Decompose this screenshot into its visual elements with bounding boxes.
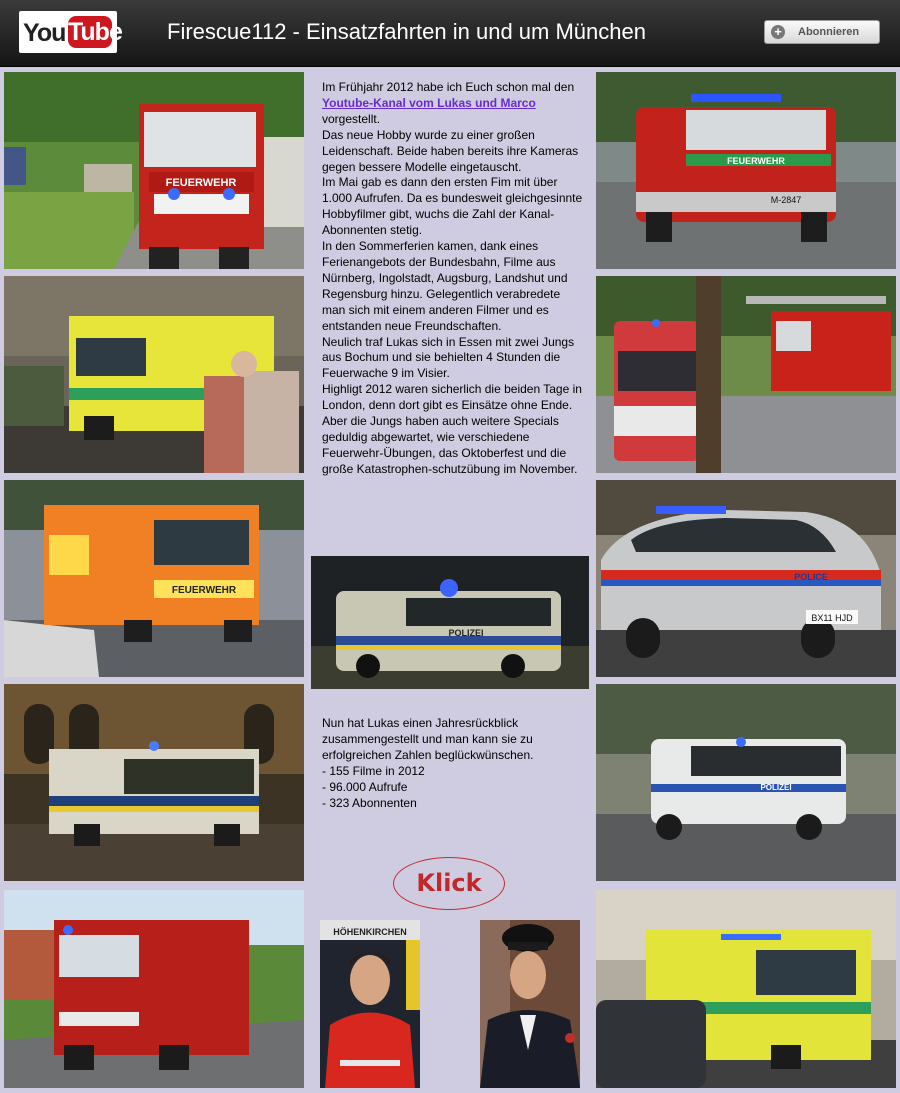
subscribe-button[interactable] <box>764 20 880 44</box>
photo-police-van-night[interactable] <box>4 684 304 881</box>
photo-london-ambulance-2[interactable] <box>596 890 896 1088</box>
photo-vw-van-and-ladder[interactable] <box>596 276 896 473</box>
intro-paragraph <box>322 80 584 128</box>
photo-police-van-white[interactable] <box>596 684 896 881</box>
photo-plate-police: BX11 HJD <box>811 613 853 623</box>
logo-tube: Tube <box>68 18 122 46</box>
photo-label-fw3: FEUERWEHR <box>727 156 785 166</box>
intro-text <box>322 80 584 478</box>
photo-vw-fire-van[interactable] <box>596 72 896 269</box>
intro-p2: Das neue Hobby wurde zu einer großen Leidenschaft. Beide haben bereits ihre Kameras gegen bessere Modelle eingetauscht. <box>322 127 579 174</box>
photo-label-fw2: FEUERWEHR <box>171 585 237 596</box>
photo-label-polizei1: POLIZEI <box>448 628 484 638</box>
photo-label-police: POLICE <box>794 572 828 582</box>
stat-videos: - 155 Filme in 2012 <box>322 763 425 778</box>
photo-fire-engine-hohenkirchen[interactable] <box>4 72 304 269</box>
stat-subscribers: - 323 Abonnenten <box>322 795 417 810</box>
intro-p6: Highligt 2012 waren sicherlich die beiden Tage in London, denn dort gibt es Einsätze ohne Ende. <box>322 382 582 413</box>
photo-label-rk: HÖHENKIRCHEN <box>333 927 407 937</box>
youtube-logo[interactable] <box>19 11 122 53</box>
intro-p3: Im Mai gab es dann den ersten Fim mit über 1.000 Aufrufen. Da es bundesweit gleichgesinnte Hobbyfilmer gibt, wuchs die Zahl der Kanal-Abonnenten stetig. <box>322 175 583 238</box>
photo-ambulance-london[interactable] <box>4 276 304 473</box>
photo-fire-engine-mercedes[interactable] <box>4 890 304 1088</box>
photo-rescue-truck[interactable] <box>4 480 304 677</box>
intro-p1-after: vorgestellt. <box>322 111 381 126</box>
channel-link[interactable]: Youtube-Kanal vom Lukas und Marco <box>322 95 536 110</box>
subscribe-label: Abonnieren <box>798 26 860 38</box>
channel-title: Firescue112 - Einsatzfahrten in und um München <box>167 19 646 44</box>
review-text <box>322 716 584 811</box>
photo-plate-fw: M-2847 <box>770 195 802 205</box>
klick-label: Klick <box>416 869 482 897</box>
plus-icon: + <box>771 25 785 39</box>
intro-p7: Aber die Jungs haben auch weitere Specials geduldig abgewartet, wie verschiedene Feuerwehr-Übungen, das Oktoberfest und die große Katastrophen-schutzübung im November. <box>322 414 578 476</box>
photo-label-polizei2: POLIZEI <box>760 783 792 792</box>
logo-you: You <box>23 19 66 47</box>
photo-label-fw1: FEUERWEHR <box>165 177 237 189</box>
photo-london-police-car[interactable] <box>596 480 896 677</box>
intro-p1-before: Im Frühjahr 2012 habe ich Euch schon mal den <box>322 80 575 94</box>
review-line1: Nun hat Lukas einen Jahresrückblick zusammengestellt und man kann sie zu erfolgreichen Zahlen beglückwünschen. <box>322 716 534 762</box>
photo-police-van-blue[interactable] <box>311 556 589 689</box>
klick-button[interactable] <box>393 857 505 910</box>
stat-views: - 96.000 Aufrufe <box>322 779 408 794</box>
photo-portrait-lukas[interactable] <box>320 920 420 1088</box>
intro-p5: Neulich traf Lukas sich in Essen mit zwei Jungs aus Bochum und sie behielten 4 Stunden die Feuerwache 9 im Visier. <box>322 334 575 381</box>
photo-portrait-marco[interactable] <box>480 920 580 1088</box>
page-header <box>0 0 900 67</box>
intro-p4: In den Sommerferien kamen, dank eines Ferienangebots der Bundesbahn, Filme aus Nürnberg, Ingolstadt, Augsburg, Landshut und Regensburg hinzu. Gelegentlich verabredete man sich mit einem anderen Filmer und es entstanden neue Freundschaften. <box>322 239 568 333</box>
